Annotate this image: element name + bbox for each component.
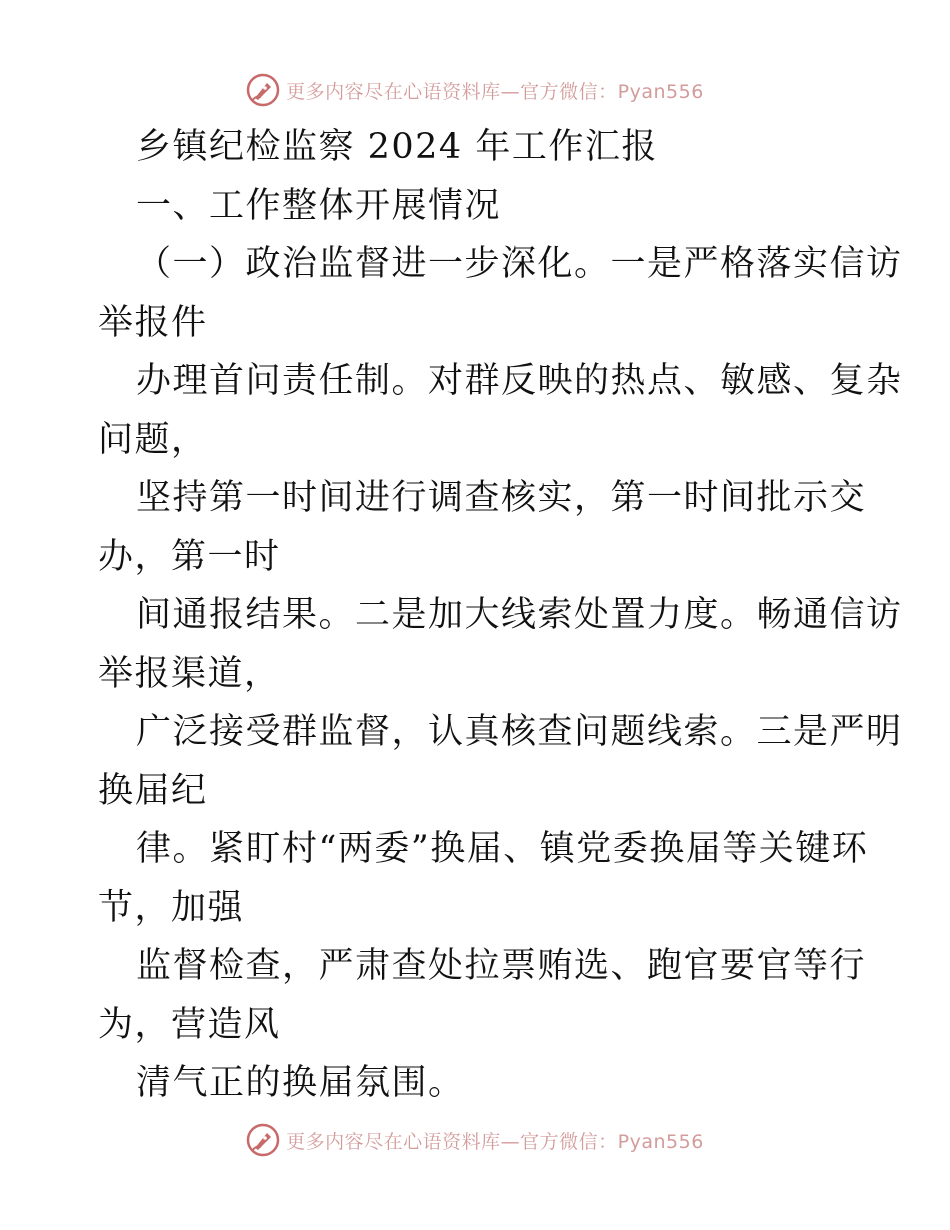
paragraph-line: 律。紧盯村“两委”换届、镇党委换届等关键环: [136, 829, 869, 869]
paragraph-line: 举报渠道，: [98, 653, 281, 694]
document-title: 乡镇纪检监察 2024 年工作汇报: [136, 127, 658, 167]
watermark-text: 更多内容尽在心语资料库—官方微信：Pyan556: [286, 80, 704, 103]
paragraph-line: 办，第一时: [98, 536, 281, 577]
paragraph-line: 节，加强: [98, 887, 245, 928]
paragraph-line: 举报件: [98, 302, 208, 343]
paragraph-line: 清气正的换届氛围。: [136, 1063, 465, 1103]
watermark-footer: [0, 1120, 950, 1160]
paragraph-line: 换届纪: [98, 770, 208, 811]
paragraph-line: （一）政治监督进一步深化。一是严格落实信访: [136, 244, 903, 284]
watermark-header: [0, 70, 950, 110]
paragraph-line: 监督检查，严肃查处拉票贿选、跑官要官等行: [136, 946, 867, 986]
pen-nib-icon: [246, 1123, 280, 1157]
paragraph-line: 广泛接受群监督，认真核查问题线索。三是严明: [136, 712, 903, 752]
paragraph-line: 问题，: [98, 419, 208, 460]
paragraph-line: 办理首问责任制。对群反映的热点、敏感、复杂: [136, 361, 903, 401]
document-body: [98, 118, 903, 1113]
paragraph-line: 间通报结果。二是加大线索处置力度。畅通信访: [136, 595, 903, 635]
pen-nib-icon: [246, 73, 280, 107]
section-heading: 一、工作整体开展情况: [136, 185, 502, 226]
paragraph-line: 坚持第一时间进行调查核实，第一时间批示交: [136, 478, 867, 518]
paragraph-line: 为，营造风: [98, 1004, 281, 1045]
watermark-text: 更多内容尽在心语资料库—官方微信：Pyan556: [286, 1130, 704, 1153]
